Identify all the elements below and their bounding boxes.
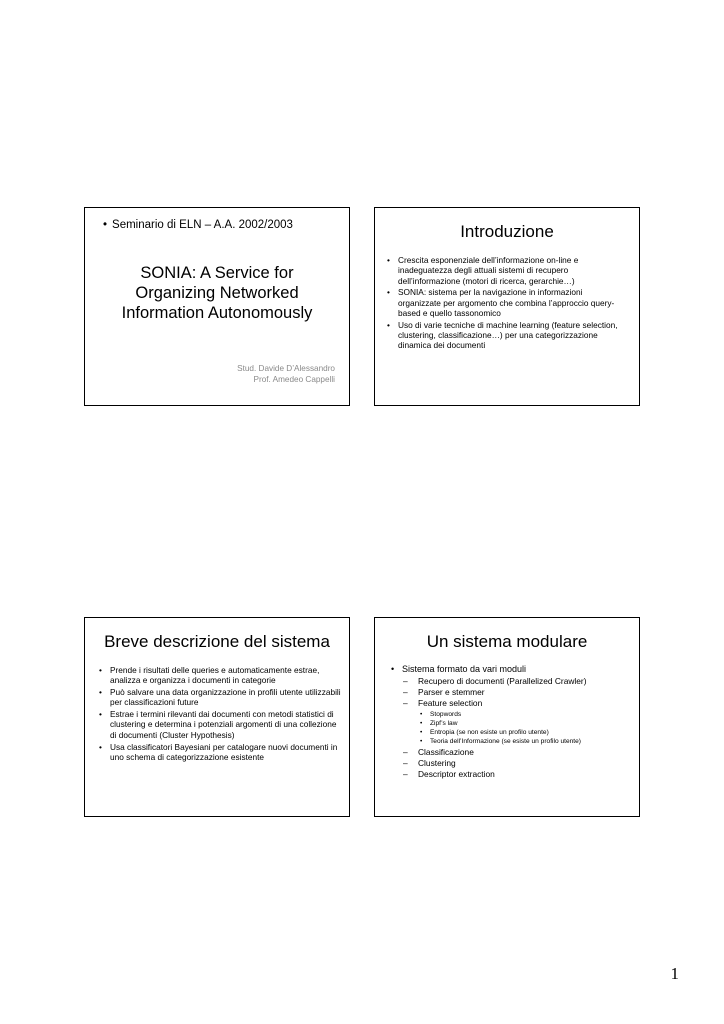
course-text: Seminario di ELN – A.A. 2002/2003 [112, 219, 293, 231]
bullet-list [385, 255, 621, 352]
module-item: – Descriptor extraction [403, 769, 495, 780]
bullet-icon: • [99, 687, 102, 698]
main-title-line: SONIA: A Service for [140, 264, 294, 282]
slide-title: Breve descrizione del sistema [104, 632, 330, 651]
list-item: • SONIA: sistema per la navigazione in informazioni organizzate per argomento che combina l’approccio query-based e quello tassonomico [387, 287, 615, 318]
module-list [402, 676, 629, 781]
dash-icon: – [403, 757, 408, 768]
feature-item: • Stopwords [420, 710, 462, 718]
professor-name: Prof. Amedeo Cappelli [253, 375, 335, 384]
student-name: Stud. Davide D’Alessandro [237, 364, 335, 373]
bullet-icon: • [391, 664, 395, 674]
bullet-icon: • [387, 319, 390, 330]
slide-title: Un sistema modulare [426, 632, 588, 651]
module-item: – Recupero di documenti (Parallelized Crawler) [403, 675, 587, 686]
bullet-list [97, 665, 343, 764]
list-item: • Usa classificatori Bayesiani per catalogare nuovi documenti in uno schema di categorizzazione esistente [99, 741, 338, 762]
list-item: • Sistema formato da vari moduli – Recupero di documenti (Parallelized Crawler) – Parser e stemmer – Feature selection • Stopwords • Zipf’s law • Entropia (se non esiste un profilo utente) • Teoria dell’Informazione (se esiste un profilo utente) – Classificazione – Clustering – Descriptor extraction [389, 664, 629, 781]
slide-4 [374, 617, 640, 817]
module-item: – Classificazione [403, 746, 474, 757]
slide-3 [84, 617, 350, 817]
list-item: • Crescita esponenziale dell’informazione on-line e inadeguatezza degli attuali sistemi di recupero dell’informazione (motori di ricerca, gerarchie…) [387, 255, 579, 286]
module-item: – Feature selection • Stopwords • Zipf’s law • Entropia (se non esiste un profilo utente) • Teoria dell’Informazione (se esiste un profilo utente) [402, 698, 629, 746]
dash-icon: – [403, 746, 408, 757]
slide-1 [84, 207, 350, 406]
main-title-line: Organizing Networked [135, 284, 299, 302]
dash-icon: – [403, 686, 408, 697]
dash-icon: – [403, 769, 408, 780]
slide-2 [374, 207, 640, 406]
bullet-icon: • [420, 719, 423, 727]
dash-icon: – [403, 675, 408, 686]
feature-selection-list [418, 710, 629, 747]
main-title-line: Information Autonomously [121, 304, 313, 322]
page-number: 1 [670, 964, 679, 983]
bullet-icon: • [99, 665, 102, 675]
bullet-icon: • [103, 219, 108, 231]
bullet-icon: • [99, 741, 102, 752]
bullet-icon: • [99, 709, 102, 720]
dash-icon: – [403, 698, 408, 709]
bullet-icon: • [420, 729, 423, 737]
feature-item: • Teoria dell’Informazione (se esiste un profilo utente) [420, 738, 582, 746]
course-line [103, 219, 293, 231]
bullet-icon: • [420, 738, 423, 746]
list-item: • Uso di varie tecniche di machine learning (feature selection, clustering, classificazione…) per una categorizzazione dinamica dei documenti [387, 319, 618, 351]
slide-title: Introduzione [460, 222, 554, 241]
bullet-list [389, 664, 629, 782]
module-item: – Clustering [403, 757, 456, 768]
bullet-icon: • [387, 255, 390, 265]
authors [237, 363, 335, 385]
module-item: – Parser e stemmer [403, 686, 485, 697]
list-item: • Estrae i termini rilevanti dai documenti con metodi statistici di clustering e determina i potenziali argomenti di una collezione di documenti (Cluster Hypothesis) [99, 709, 337, 740]
main-title [85, 263, 349, 323]
bullet-icon: • [387, 287, 390, 298]
feature-item: • Entropia (se non esiste un profilo utente) [420, 729, 549, 737]
list-item: • Può salvare una data organizzazione in profili utente utilizzabili per classificazioni future [99, 687, 341, 708]
feature-item: • Zipf’s law [420, 719, 458, 727]
bullet-icon: • [420, 710, 423, 718]
list-item: • Prende i risultati delle queries e automaticamente estrae, analizza e organizza i documenti in categorie [99, 665, 320, 686]
